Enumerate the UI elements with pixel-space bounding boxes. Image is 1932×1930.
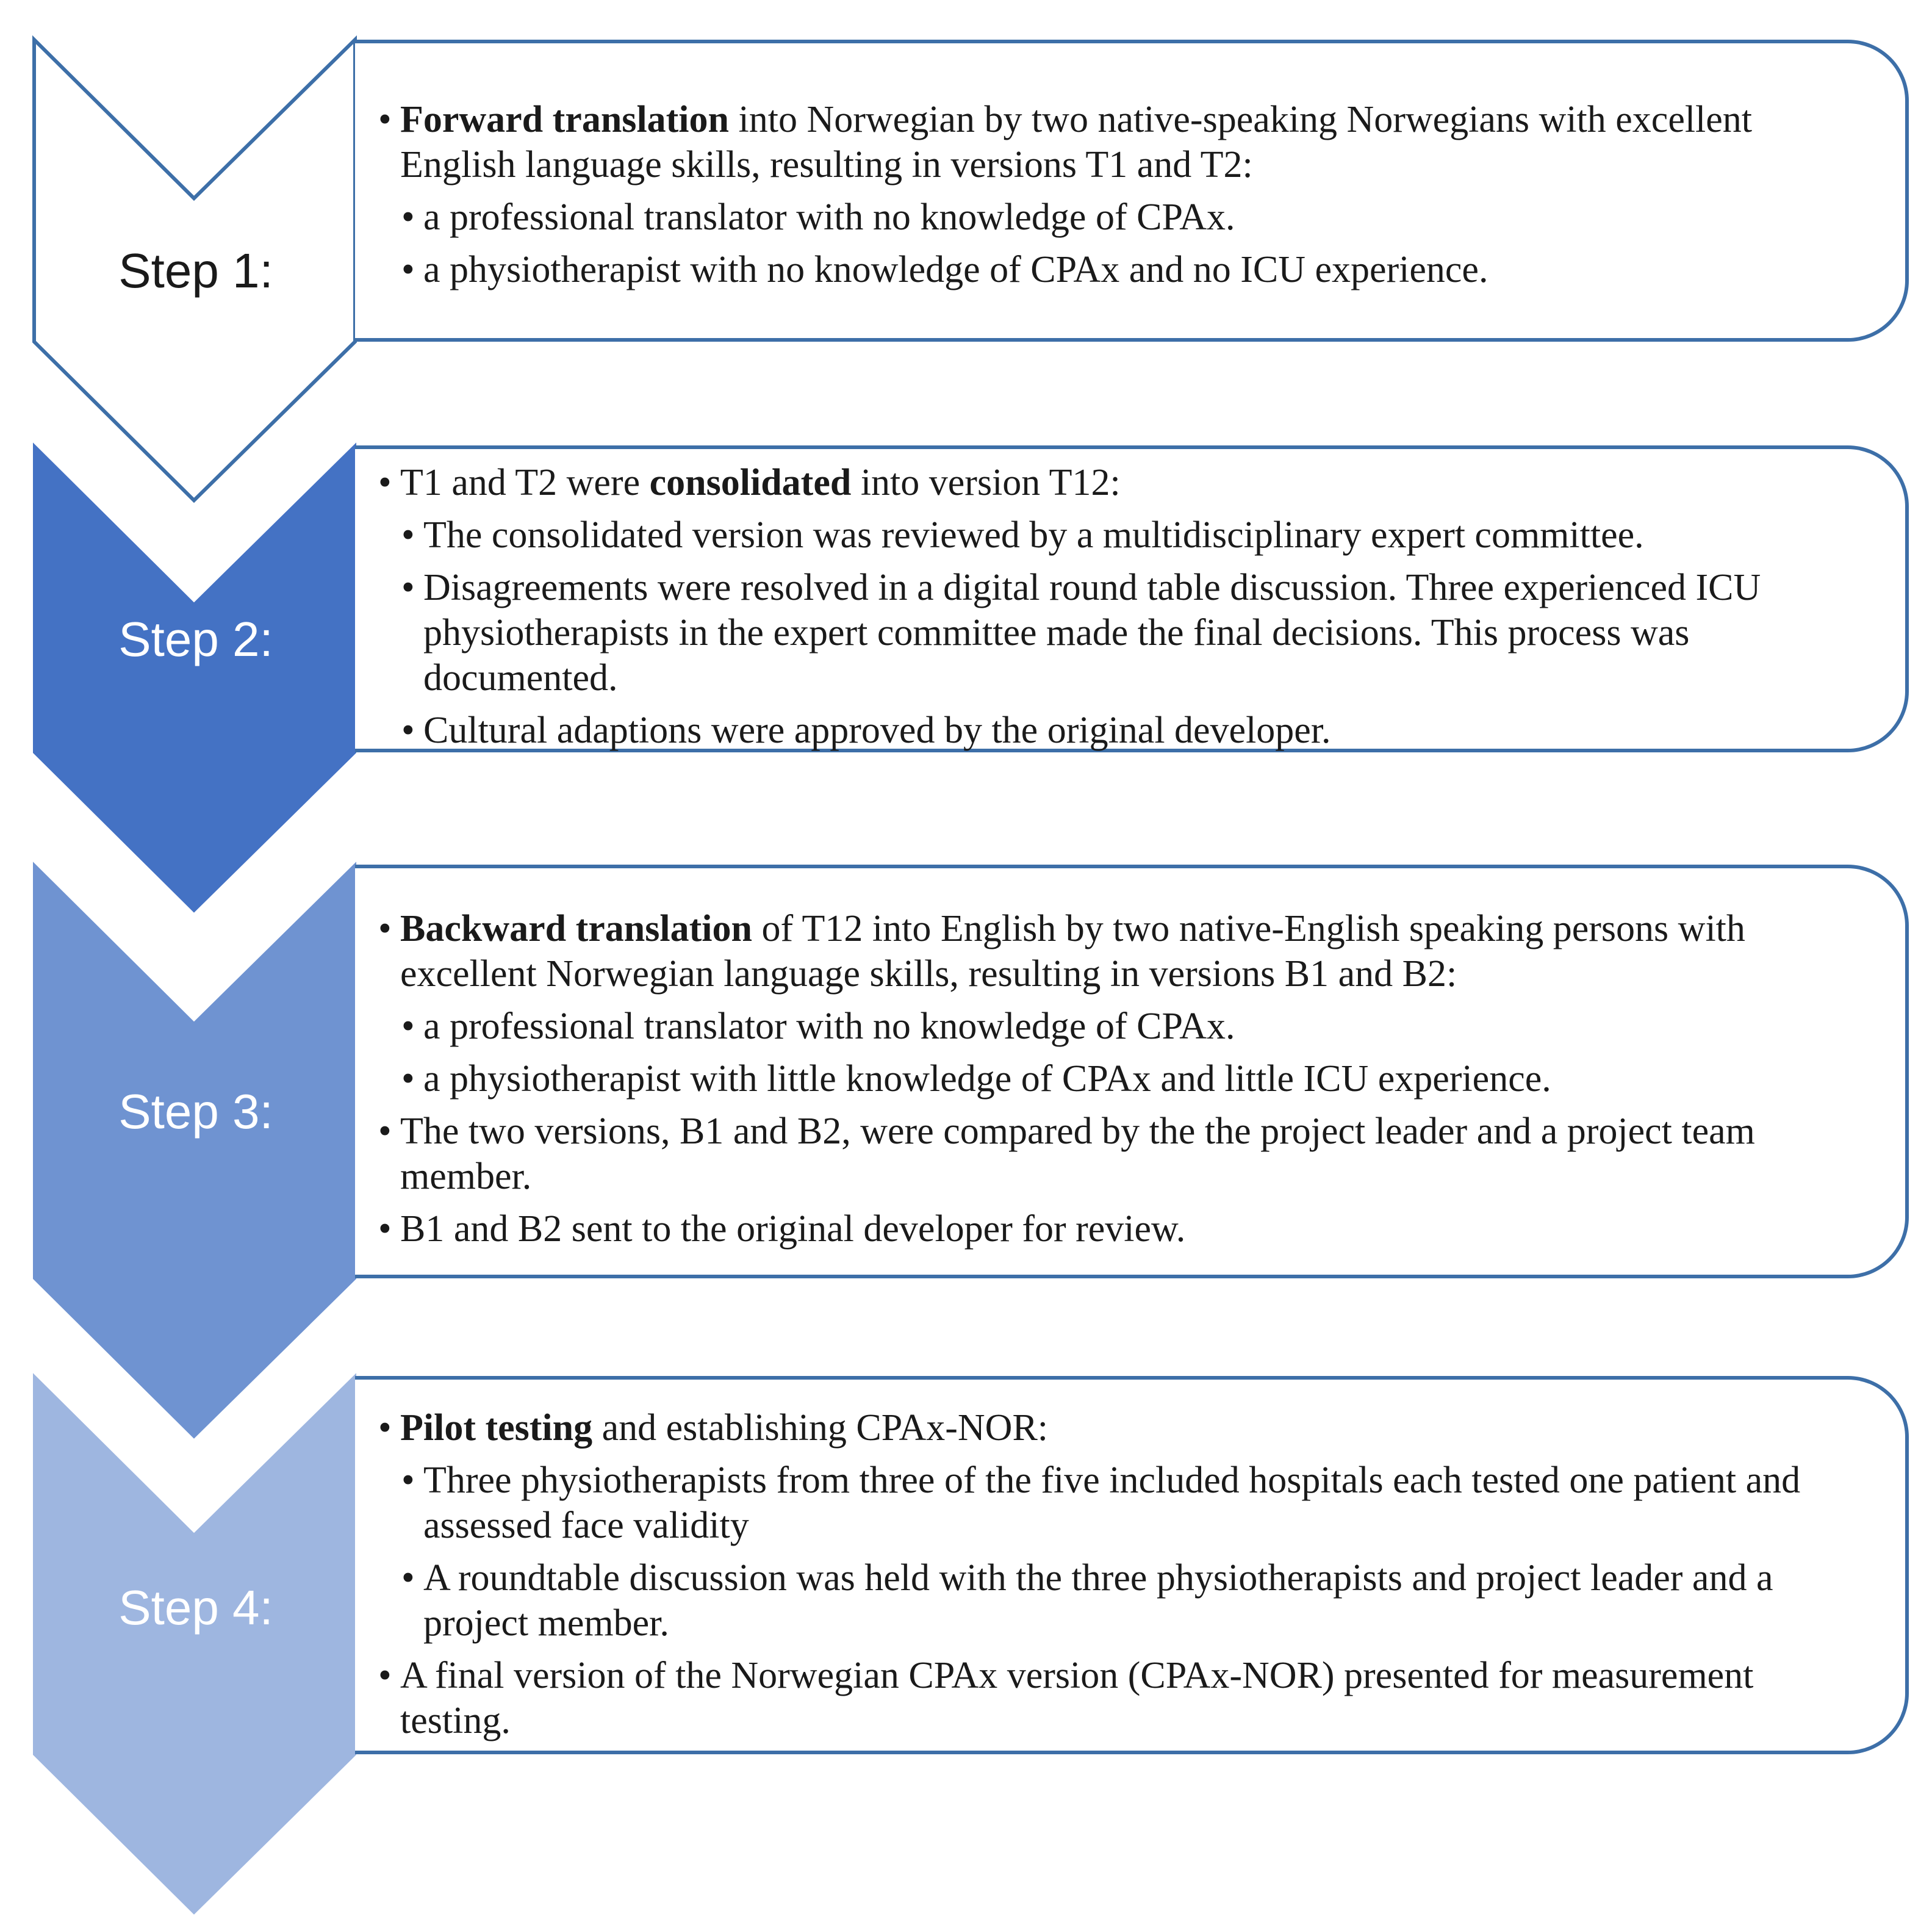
- bullet: [378, 1405, 1869, 1450]
- bullet-text: Cultural adaptions were approved by the original developer.: [423, 710, 1331, 751]
- step-1-label: Step 1:: [118, 243, 273, 298]
- bullet-text: Disagreements were resolved in a digital round table discussion. Three experienced ICU physiotherapists in the expert committee made the final decisions. This process was documented.: [423, 567, 1761, 699]
- bullet-text: The consolidated version was reviewed by a multidisciplinary expert committee.: [423, 514, 1644, 556]
- bold-term: Pilot testing: [400, 1407, 593, 1449]
- bullet: [378, 1206, 1869, 1251]
- bold-term: consolidated: [649, 462, 852, 503]
- sub-bullet: [401, 708, 1869, 753]
- step-1-box: [355, 40, 1909, 342]
- step-3-label: Step 3:: [118, 1084, 273, 1139]
- sub-bullet: [401, 513, 1869, 558]
- bullet-text: of T12 into English by two native-English speaking persons with excellent Norwegian language skills, resulting in versions B1 and B2:: [400, 908, 1745, 995]
- sub-bullet: [401, 195, 1869, 240]
- bullet-text: into version T12:: [851, 462, 1121, 503]
- sub-bullet: [401, 565, 1869, 700]
- bullet-text: a physiotherapist with little knowledge of CPAx and little ICU experience.: [423, 1058, 1551, 1100]
- bullet-text: a professional translator with no knowledge of CPAx.: [423, 1006, 1235, 1047]
- step-4-label: Step 4:: [118, 1580, 273, 1635]
- bullet-text: and establishing CPAx-NOR:: [592, 1407, 1049, 1449]
- bullet-text: Three physiotherapists from three of the five included hospitals each tested one patient and assessed face validity: [423, 1460, 1801, 1546]
- bullet-text: T1 and T2 were: [400, 462, 650, 503]
- step-3-box: [355, 865, 1909, 1278]
- step-3-chevron: [34, 865, 355, 1437]
- bullet: [378, 460, 1869, 505]
- sub-bullet: [401, 247, 1869, 292]
- bullet-text: A final version of the Norwegian CPAx version (CPAx-NOR) presented for measurement testing.: [400, 1655, 1754, 1741]
- bold-term: Backward translation: [400, 908, 752, 949]
- step-4-box: [355, 1376, 1909, 1754]
- step-4-chevron: [34, 1376, 355, 1913]
- bullet-text: A roundtable discussion was held with the three physiotherapists and project leader and a project member.: [423, 1557, 1773, 1644]
- step-2-label: Step 2:: [118, 612, 273, 666]
- bullet: [378, 97, 1869, 187]
- step-2-chevron: [34, 445, 355, 911]
- bullet-text: a physiotherapist with no knowledge of CPAx and no ICU experience.: [423, 249, 1489, 290]
- bullet: [378, 906, 1869, 996]
- bullet-text: B1 and B2 sent to the original developer for review.: [400, 1208, 1186, 1250]
- sub-bullet: [401, 1056, 1869, 1101]
- bullet-text: into Norwegian by two native-speaking Norwegians with excellent English language skills, resulting in versions T1 and T2:: [400, 99, 1753, 185]
- bold-term: Forward translation: [400, 99, 730, 140]
- sub-bullet: [401, 1004, 1869, 1049]
- step-2-box: [355, 445, 1909, 752]
- bullet-text: a professional translator with no knowledge of CPAx.: [423, 196, 1235, 238]
- bullet: [378, 1653, 1869, 1743]
- bullet-text: The two versions, B1 and B2, were compared by the the project leader and a project team member.: [400, 1111, 1755, 1197]
- sub-bullet: [401, 1555, 1869, 1646]
- bullet: [378, 1109, 1869, 1199]
- sub-bullet: [401, 1458, 1869, 1548]
